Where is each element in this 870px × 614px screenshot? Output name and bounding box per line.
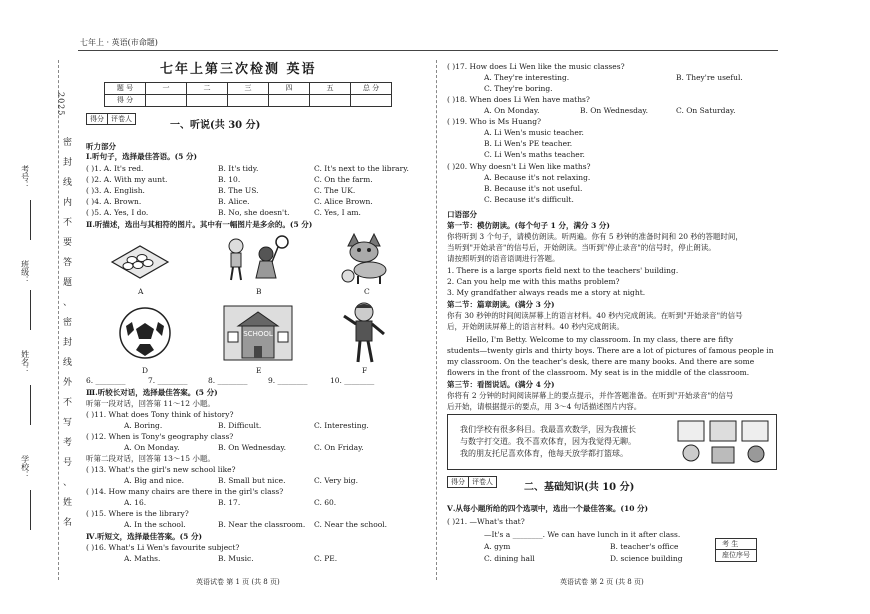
binding-char: 姓 (63, 498, 73, 508)
answer-blank-7[interactable]: 7. ________ (148, 376, 188, 385)
option: C. Alice Brown. (314, 197, 373, 206)
score-header-cell: 三 (228, 83, 269, 95)
question-13: ( )13. What's the girl's new school like? (86, 465, 236, 474)
option: C. Near the school. (314, 520, 388, 529)
instruction-line: 后，开始朗读屏幕上的语言材料。40 秒内完成朗读。 (447, 322, 624, 331)
context-line: 与数字打交道。我不喜欢体育，因为我觉得无聊。 (460, 437, 636, 446)
question-3: ( )3. A. English. (86, 186, 145, 195)
class-line (30, 290, 31, 330)
boy-picture (340, 300, 390, 364)
part-4-title: Ⅳ.听短文，选择最佳答案。(5 分) (86, 532, 203, 541)
question-11: ( )11. What does Tony think of history? (86, 410, 234, 419)
option: C. On the farm. (314, 175, 373, 184)
exam-number-line (30, 200, 31, 240)
option: C. PE. (314, 554, 338, 563)
option: B. No, she doesn't. (218, 208, 290, 217)
section-1-title: 一、听说(共 30 分) (170, 120, 261, 131)
option: B. The US. (218, 186, 259, 195)
binding-char: 号 (63, 458, 73, 468)
dog-picture (340, 230, 394, 286)
part-3-title: Ⅲ.听较长对话，选择最佳答案。(5 分) (86, 388, 218, 397)
score-header-cell: 总 分 (351, 83, 392, 95)
passage-line: flowers in the front of the classroom. My seat is in the middle of the classroom. (447, 368, 750, 377)
instruction-line: 当听到"开始录音"的信号后，开始朗读。当听到"停止录音"的信号时，停止朗读。 (447, 243, 716, 252)
question-18: ( )18. When does Li Wen have maths? (447, 95, 590, 104)
option: A. Big and nice. (124, 476, 185, 485)
option: B. Music. (218, 554, 254, 563)
binding-year: 2025 (56, 92, 66, 117)
option: A. On Monday. (124, 443, 180, 452)
option: B. It's tidy. (218, 164, 259, 173)
score-header-cell: 二 (187, 83, 228, 95)
grader-box (86, 113, 136, 125)
option: C. Because it's difficult. (484, 195, 574, 204)
binding-char: 不 (63, 218, 73, 228)
column-divider (436, 60, 437, 580)
answer-blank-8[interactable]: 8. ________ (208, 376, 248, 385)
seat-label: 座位序号 (722, 551, 750, 560)
part-2-title: Ⅱ.听描述，选出与其相符的图片。其中有一幅图片是多余的。(5 分) (86, 220, 313, 229)
answer-blank-9[interactable]: 9. ________ (268, 376, 308, 385)
option: B. On Wednesday. (218, 443, 286, 452)
picture-label-a: A (138, 287, 144, 296)
question-4: ( )4. A. Brown. (86, 197, 142, 206)
instruction-line: 你有 30 秒钟的时间阅读屏幕上的语言材料。40 秒内完成朗读。在听到"开始录音"的信号 (447, 311, 743, 320)
score-table (104, 82, 392, 107)
seat-number-box (715, 538, 757, 562)
class-field: 班级： (20, 260, 30, 284)
option: C. The UK. (314, 186, 356, 195)
score-header-cell: 题 号 (105, 83, 146, 95)
option: B. Because it's not useful. (484, 184, 583, 193)
binding-char: 考 (63, 438, 73, 448)
grader-score-label: 得分 (87, 114, 108, 124)
instruction-line: 后开始，请根据提示的要点，用 3～4 句话描述图片内容。 (447, 402, 642, 411)
score-cell[interactable] (351, 95, 392, 107)
read-sentence-1: 1. There is a large sports field next to the teachers' building. (447, 266, 679, 275)
school-field: 学校： (20, 455, 30, 479)
option: C. They're boring. (484, 84, 553, 93)
name-field: 姓名： (20, 350, 30, 374)
binding-char: 不 (63, 398, 73, 408)
option: B. On Wednesday. (580, 106, 648, 115)
exam-number-field: 考号： (20, 165, 30, 189)
school-building-picture (222, 302, 294, 362)
score-label-cell: 得 分 (105, 95, 146, 107)
question-20: ( )20. Why doesn't Li Wen like maths? (447, 162, 591, 171)
dialogue-1-note: 听第一段对话，回答第 11～12 小题。 (86, 399, 215, 408)
option: C. Very big. (314, 476, 358, 485)
picture-talk-box (447, 414, 777, 470)
binding-char: 线 (63, 358, 73, 368)
seat-label: 考 生 (716, 539, 756, 550)
dialogue-2-note: 听第二段对话，回答第 13～15 小题。 (86, 454, 215, 463)
instruction-line: 你将有 2 分钟的时间阅读屏幕上的要点提示，并作答题准备。在听到"开始录音"的信号 (447, 391, 734, 400)
option: B. Alice. (218, 197, 250, 206)
footer-page-2: 英语试卷 第 2 页 (共 8 页) (560, 578, 644, 586)
option: C. 60. (314, 498, 337, 507)
option: A. gym (484, 542, 511, 551)
option: A. They're interesting. (484, 73, 570, 82)
grader-reviewer-label: 评卷人 (111, 115, 132, 123)
binding-char: 内 (63, 198, 73, 208)
football-picture (118, 306, 172, 360)
part-1-title: Ⅰ.听句子，选择最佳答语。(5 分) (86, 152, 198, 161)
question-15: ( )15. Where is the library? (86, 509, 189, 518)
picture-label-f: F (362, 366, 368, 375)
question-14: ( )14. How many chairs are there in the girl's class? (86, 487, 284, 496)
school-line (30, 490, 31, 530)
score-cell[interactable] (187, 95, 228, 107)
option: C. It's next to the library. (314, 164, 409, 173)
binding-char: 、 (63, 478, 73, 488)
option: A. 16. (124, 498, 147, 507)
option: B. Li Wen's PE teacher. (484, 139, 573, 148)
option: B. 17. (218, 498, 241, 507)
passage-line: Hello, I'm Betty. Welcome to my classroom. In my class, there are fifty (466, 335, 734, 344)
binding-char: 密 (63, 318, 73, 328)
instruction-line: 请按照听到的语音语调进行答题。 (447, 254, 560, 263)
oral-part-label: 口语部分 (447, 210, 477, 219)
option: C. On Saturday. (676, 106, 736, 115)
binding-char: 、 (63, 298, 73, 308)
name-line (30, 385, 31, 425)
question-5: ( )5. A. Yes, I do. (86, 208, 149, 217)
option: C. Li Wen's maths teacher. (484, 150, 585, 159)
context-line: 我的朋友托尼喜欢体育，他每天放学都打篮球。 (460, 449, 628, 458)
header-rule (78, 50, 778, 51)
option: A. Boring. (124, 421, 163, 430)
passage-line: my classroom. On the teacher's desk, there are many books. And there are some (447, 357, 755, 366)
score-cell[interactable] (310, 95, 351, 107)
score-cell[interactable] (146, 95, 187, 107)
read-sentence-3: 3. My grandfather always reads me a story at night. (447, 288, 646, 297)
picture-label-c: C (364, 287, 370, 296)
tennis-kids-picture (220, 232, 292, 286)
picture-label-e: E (256, 366, 262, 375)
option: C. dining hall (484, 554, 535, 563)
score-cell[interactable] (269, 95, 310, 107)
answer-blank-6[interactable]: 6. ________ (86, 376, 126, 385)
binding-char: 封 (63, 338, 73, 348)
grader-box (447, 476, 497, 488)
oral-section-2-title: 第二节：篇章朗读。(满分 3 分) (447, 300, 555, 309)
binding-char: 名 (63, 518, 73, 528)
question-2: ( )2. A. With my aunt. (86, 175, 168, 184)
score-cell[interactable] (228, 95, 269, 107)
binding-char: 答 (63, 258, 73, 268)
question-16: ( )16. What's Li Wen's favourite subject? (86, 543, 240, 552)
question-12: ( )12. When is Tony's geography class? (86, 432, 234, 441)
grader-score-label: 得分 (448, 477, 469, 487)
option: A. Because it's not relaxing. (484, 173, 591, 182)
binding-char: 线 (63, 178, 73, 188)
dumplings-picture (108, 234, 172, 284)
instruction-line: 你将听到 3 个句子，请模仿朗读。听两遍。你有 5 秒钟的准备时间和 20 秒的答题时间， (447, 232, 743, 241)
school-sign: SCHOOL (243, 330, 273, 338)
answer-blank-10[interactable]: 10. ________ (330, 376, 375, 385)
option: A. On Monday. (484, 106, 540, 115)
option: C. Interesting. (314, 421, 369, 430)
option: B. 10. (218, 175, 241, 184)
question-1: ( )1. A. It's red. (86, 164, 144, 173)
binding-line (58, 60, 59, 580)
question-21-reply: —It's a ________. We can have lunch in it after class. (484, 530, 681, 539)
exam-title: 七年上第三次检测 英语 (160, 62, 317, 77)
read-sentence-2: 2. Can you help me with this maths problem? (447, 277, 620, 286)
oral-section-3-title: 第三节：看图说话。(满分 4 分) (447, 380, 555, 389)
question-17: ( )17. How does Li Wen like the music classes? (447, 62, 625, 71)
binding-char: 封 (63, 158, 73, 168)
option: D. science building (610, 554, 683, 563)
question-19: ( )19. Who is Ms Huang? (447, 117, 542, 126)
subjects-picture (676, 419, 772, 467)
option: A. Maths. (124, 554, 161, 563)
context-line: 我们学校有很多科目。我最喜欢数学，因为我擅长 (460, 425, 636, 434)
binding-char: 密 (63, 138, 73, 148)
footer-page-1: 英语试卷 第 1 页 (共 8 页) (196, 578, 280, 586)
option: B. Small but nice. (218, 476, 286, 485)
score-header-cell: 五 (310, 83, 351, 95)
option: B. Near the classroom. (218, 520, 306, 529)
option: A. Li Wen's music teacher. (484, 128, 584, 137)
picture-label-d: D (142, 366, 149, 375)
option: C. Yes, I am. (314, 208, 361, 217)
option: A. In the school. (124, 520, 186, 529)
score-header-cell: 四 (269, 83, 310, 95)
binding-char: 要 (63, 238, 73, 248)
page-header: 七年上 · 英语(市命题) (80, 38, 158, 47)
question-21: ( )21. —What's that? (447, 517, 525, 526)
grader-reviewer-label: 评卷人 (472, 478, 493, 486)
option: C. On Friday. (314, 443, 364, 452)
part-5-title: Ⅴ.从每小题所给的四个选项中，选出一个最佳答案。(10 分) (447, 504, 649, 513)
section-2-title: 二、基础知识(共 10 分) (524, 482, 635, 493)
passage-line: students—twenty girls and thirty boys. There are a lot of pictures of famous people in (447, 346, 774, 355)
option: B. teacher's office (610, 542, 679, 551)
oral-section-1-title: 第一节：模仿朗读。(每个句子 1 分，满分 3 分) (447, 221, 610, 230)
listening-part-label: 听力部分 (86, 142, 116, 151)
option: B. They're useful. (676, 73, 743, 82)
option: B. Difficult. (218, 421, 262, 430)
score-header-cell: 一 (146, 83, 187, 95)
binding-char: 题 (63, 278, 73, 288)
binding-char: 外 (63, 378, 73, 388)
picture-label-b: B (256, 287, 262, 296)
binding-char: 写 (63, 418, 73, 428)
